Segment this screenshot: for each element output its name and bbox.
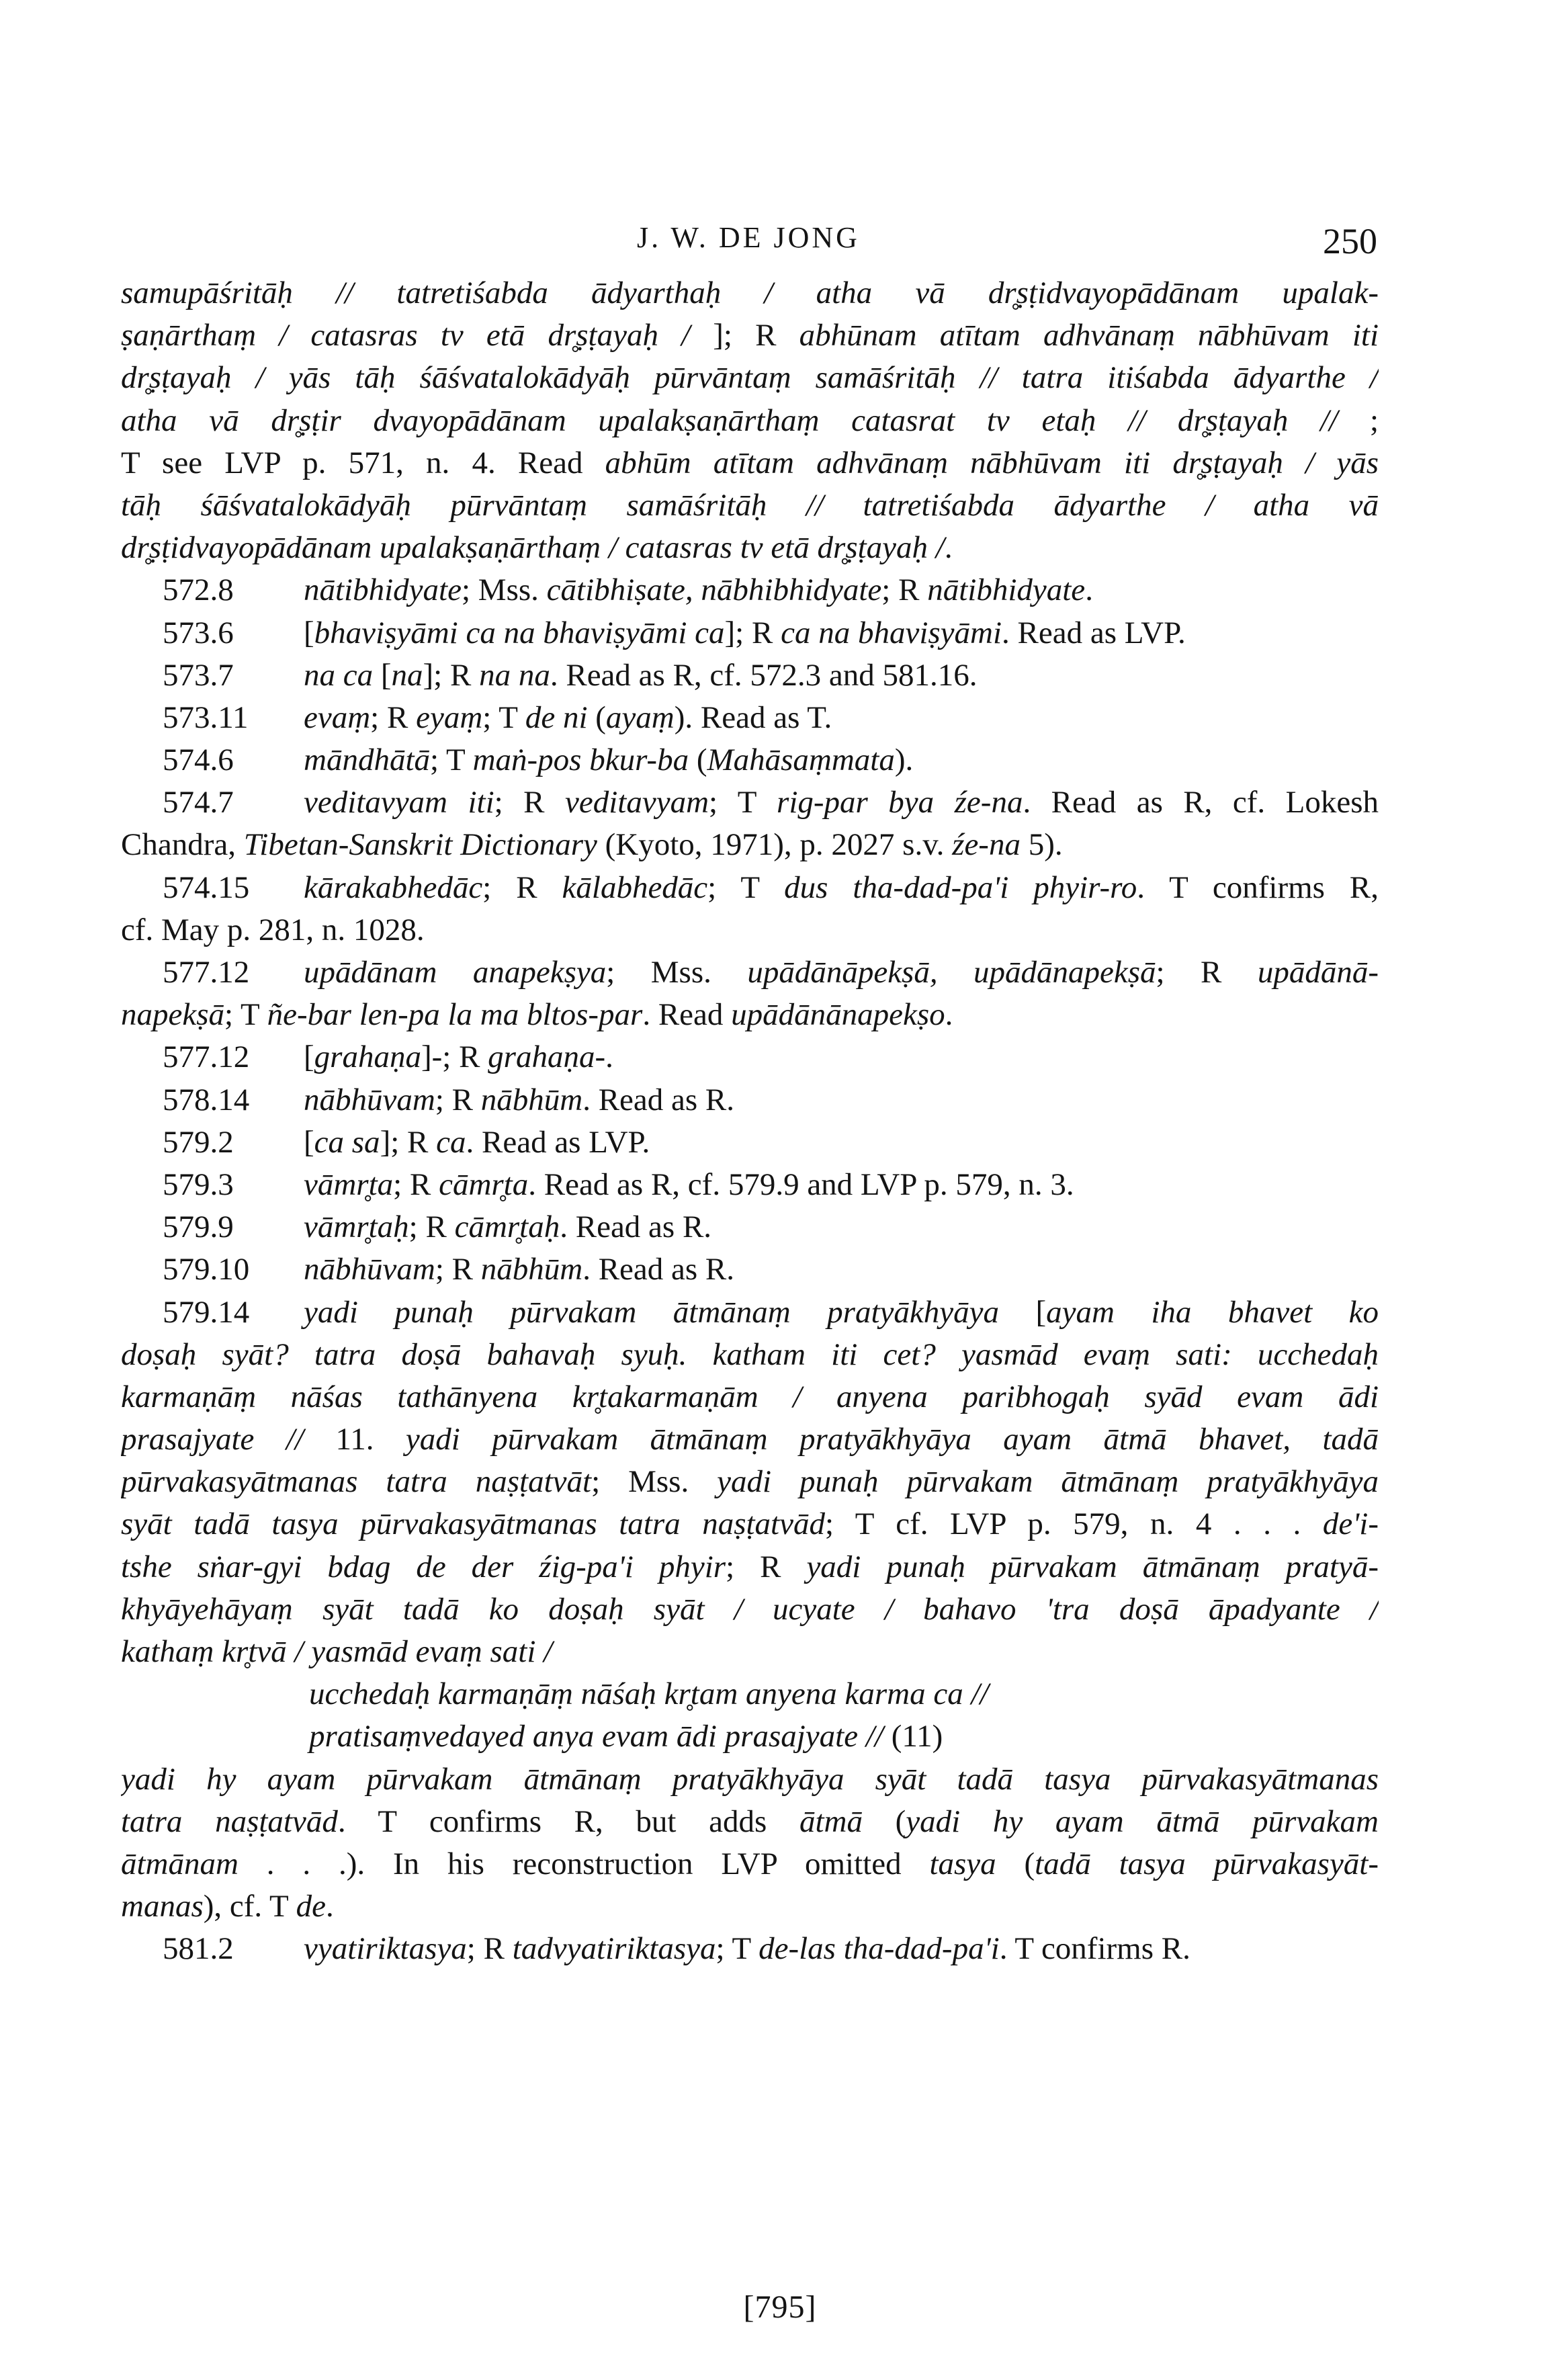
note-text-roman: . <box>1085 572 1093 608</box>
note-text-italic: źe-na <box>952 827 1021 863</box>
note-text-italic: ātmānam <box>121 1846 239 1881</box>
note-text-roman: . Read as R, cf. 579.9 and LVP p. 579, n. 3. <box>528 1166 1074 1202</box>
note-text-roman: 5). <box>1020 827 1063 863</box>
note-text-italic: tasya <box>929 1846 996 1881</box>
note-text-roman: ( <box>862 1803 906 1839</box>
note-text-roman: ; Mss. <box>461 572 547 608</box>
note-text-roman: . Read as R, cf. 572.3 and 581.16. <box>550 657 978 693</box>
note-text-italic: pratisaṃvedayed anya evam ādi prasajyate // <box>309 1719 892 1754</box>
note-text-roman: ; R <box>435 1252 481 1287</box>
note-text-italic: upādānānapekṣo <box>731 997 945 1033</box>
note-text-roman: ; T <box>482 699 525 735</box>
note-reference: 579.2 <box>163 1124 234 1160</box>
note-entry <box>121 1121 1379 1164</box>
note-text-roman: [ <box>304 1039 314 1075</box>
note-entry-continuation <box>121 1885 1379 1928</box>
note-text-roman: ). <box>894 742 914 778</box>
note-text-roman: . Read as LVP. <box>1002 615 1186 650</box>
note-entry <box>121 1291 1379 1334</box>
note-text-roman: ; R <box>466 1931 513 1967</box>
note-text-italic: evaṃ <box>304 699 371 735</box>
note-text-italic: cāmr̥ta <box>439 1166 529 1202</box>
note-text-italic: pūrvakasyātmanas tatra naṣṭatvāt <box>121 1464 592 1500</box>
note-text-italic: ca <box>436 1124 466 1160</box>
continued-note-line <box>121 272 1379 314</box>
note-text-italic: vāmr̥ta <box>304 1166 394 1202</box>
note-text-italic: ayam iha bhavet ko <box>1046 1294 1379 1330</box>
note-entry <box>121 1164 1379 1206</box>
note-entry-continuation <box>121 1546 1379 1588</box>
note-text-roman: ; R <box>370 699 417 735</box>
note-text-italic: Mahāsaṃmata <box>707 742 895 778</box>
note-text-italic: dus tha-dad-pa'i phyir-ro <box>784 869 1137 905</box>
note-text-roman: ; R <box>881 572 928 608</box>
note-text-italic: yadi punaḥ pūrvakam ātmānaṃ pratyākhyāya <box>304 1294 1036 1330</box>
note-reference: 577.12 <box>163 1039 250 1075</box>
note-text-italic: cātibhiṣate, nābhibhidyate <box>546 572 882 608</box>
note-text-italic: yadi punaḥ pūrvakam ātmānaṃ pratyākhyāya <box>717 1464 1379 1500</box>
note-text-italic: kārakabhedāc <box>304 869 483 905</box>
note-text-roman: ; T cf. LVP p. 579, n. 4 . . . <box>824 1506 1323 1542</box>
note-text-italic: na na <box>479 657 550 693</box>
note-entry-continuation <box>121 1461 1379 1503</box>
note-text-roman: ]; R <box>380 1124 437 1160</box>
note-entry <box>121 1079 1379 1121</box>
note-text-italic: napekṣā <box>121 997 225 1033</box>
verse-line <box>121 1715 1379 1758</box>
note-text-roman: [ <box>1035 1294 1047 1330</box>
note-text-roman: ; R <box>408 1209 455 1245</box>
note-reference: 579.10 <box>163 1252 250 1287</box>
note-text-italic: tshe sṅar-gyi bdag de der źig-pa'i phyir <box>121 1549 726 1584</box>
note-reference: 573.6 <box>163 615 234 650</box>
note-text-roman: . Read as R. <box>560 1209 712 1245</box>
note-text-roman: . <box>944 530 953 566</box>
note-text-roman: (11) <box>891 1719 943 1754</box>
note-entry-continuation <box>121 1758 1379 1801</box>
verse-line <box>121 1673 1379 1715</box>
continued-note-line <box>121 527 1379 569</box>
note-text-italic: abhūnam atītam adhvānaṃ nābhūvam iti <box>799 318 1379 353</box>
note-entry-continuation <box>121 909 1379 951</box>
note-text-italic: abhūm atītam adhvānaṃ nābhūvam iti dr̥ṣṭayaḥ / yās <box>605 445 1379 480</box>
note-entry <box>121 1928 1379 1970</box>
continued-note-line <box>121 484 1379 527</box>
continued-note-line <box>121 400 1379 442</box>
note-text-roman: . Read as R. <box>582 1252 735 1287</box>
note-text-italic: doṣaḥ syāt? tatra doṣā bahavaḥ syuḥ. katham iti cet? yasmād evaṃ sati: ucchedaḥ <box>121 1336 1379 1372</box>
note-text-italic: veditavyam <box>565 785 709 820</box>
note-text-italic: ayaṃ <box>605 699 675 735</box>
note-text-roman: (Kyoto, 1971), p. 2027 s.v. <box>597 827 953 863</box>
note-reference: 574.7 <box>163 785 234 820</box>
note-reference: 573.7 <box>163 657 234 693</box>
note-text-roman: . Read <box>642 997 732 1033</box>
note-text-italic: nātibhidyate <box>304 572 462 608</box>
note-text-roman: ), cf. T <box>203 1889 296 1924</box>
note-text-roman: ]; R <box>423 657 480 693</box>
note-text-roman: ; T <box>430 742 473 778</box>
note-text-roman: . <box>326 1889 334 1924</box>
note-text-roman: ; R <box>482 869 562 905</box>
note-text-italic: nābhūm <box>480 1082 583 1117</box>
note-text-italic: ca na bhaviṣyāmi <box>781 615 1002 650</box>
note-text-italic: atha vā dr̥ṣṭir dvayopādānam upalakṣaṇārthaṃ catasrat tv etaḥ // dr̥ṣṭayaḥ // <box>121 402 1370 438</box>
note-reference: 579.9 <box>163 1209 234 1245</box>
note-text-roman: . <box>945 997 953 1033</box>
note-text-italic: Tibetan-Sanskrit Dictionary <box>243 827 597 863</box>
note-entry-continuation <box>121 1334 1379 1376</box>
note-text-roman: ; Mss. <box>591 1464 718 1500</box>
note-entry-continuation <box>121 1503 1379 1545</box>
note-text-italic: kālabhedāc <box>562 869 708 905</box>
note-text-italic: karmaṇāṃ nāśas tathānyena kr̥takarmaṇām / anyena paribhogaḥ syād evam ādi <box>121 1379 1379 1414</box>
note-text-roman: [ <box>304 1124 314 1160</box>
note-text-roman: ; T <box>716 1931 759 1967</box>
note-entry-continuation <box>121 1418 1379 1461</box>
note-entry-continuation <box>121 1631 1379 1673</box>
note-entry <box>121 569 1379 611</box>
note-text-italic: ātmā <box>799 1803 863 1839</box>
note-text-italic: yadi pūrvakam ātmānaṃ pratyākhyāya ayam ātmā bhavet, tadā <box>374 1422 1379 1457</box>
note-text-italic: grahaṇa- <box>488 1039 606 1075</box>
note-text-roman: ; T <box>709 785 777 820</box>
note-text-italic: upādānam anapekṣya <box>304 955 607 990</box>
note-text-roman: ]; R <box>713 318 799 353</box>
running-header <box>120 220 1377 261</box>
note-text-italic: de'i- <box>1322 1506 1379 1542</box>
note-text-roman: . <box>605 1039 613 1075</box>
note-text-roman: ; R <box>726 1549 807 1584</box>
note-text-italic: nābhūm <box>480 1252 583 1287</box>
note-text-roman: . . .). In his reconstruction LVP omitted <box>238 1846 930 1881</box>
note-entry-continuation <box>121 1801 1379 1843</box>
note-text-italic: yadi hy ayam pūrvakam ātmānaṃ pratyākhyāya syāt tadā tasya pūrvakasyātmanas <box>121 1761 1379 1797</box>
continued-note-line <box>121 357 1379 399</box>
note-text-italic: manas <box>121 1889 204 1924</box>
note-text-italic: prasajyate // <box>121 1422 336 1457</box>
note-text-italic: khyāyehāyaṃ syāt tadā ko doṣaḥ syāt / ucyate / bahavo 'tra doṣā āpadyante / <box>121 1591 1379 1627</box>
note-entry <box>121 1206 1379 1248</box>
note-entry <box>121 654 1379 697</box>
note-entry-continuation <box>121 994 1379 1036</box>
note-text-italic: vyatiriktasya <box>304 1931 467 1967</box>
note-text-italic: tadā tasya pūrvakasyāt- <box>1035 1846 1379 1881</box>
note-text-italic: de-las tha-dad-pa'i <box>759 1931 1000 1967</box>
page-number: 250 <box>1323 221 1377 261</box>
note-text-italic: na <box>391 657 423 693</box>
note-text-italic: kathaṃ kr̥tvā / yasmād evaṃ sati / <box>121 1634 553 1669</box>
note-text-italic: maṅ-pos bkur-ba <box>472 742 689 778</box>
note-text-roman: ; T <box>707 869 785 905</box>
footer-page-mark: [795] <box>743 2289 817 2325</box>
note-text-roman: ; <box>1369 402 1379 438</box>
note-text-italic: eyaṃ <box>416 699 483 735</box>
note-entry <box>121 1036 1379 1078</box>
note-text-italic: ñe-bar len-pa la ma bltos-par <box>267 997 643 1033</box>
note-text-italic: bhaviṣyāmi ca na bhaviṣyāmi ca <box>314 615 725 650</box>
note-text-italic: vāmr̥taḥ <box>304 1209 409 1245</box>
note-text-roman: ; Mss. <box>606 955 748 990</box>
note-entry-continuation <box>121 1843 1379 1885</box>
note-reference: 573.11 <box>163 699 249 735</box>
note-entry <box>121 781 1379 824</box>
note-text-italic: samupāśritāḥ // tatretiśabda ādyarthaḥ / atha vā dr̥ṣṭidvayopādānam upalak- <box>121 275 1379 310</box>
note-text-roman: ( <box>996 1846 1035 1881</box>
note-entry <box>121 612 1379 654</box>
running-head-author: J. W. DE JONG <box>637 221 860 254</box>
note-text-roman: . Read as LVP. <box>466 1124 650 1160</box>
note-text-roman: . Read as R, cf. Lokesh <box>1023 785 1379 820</box>
note-text-roman: ; R <box>494 785 566 820</box>
note-entry <box>121 867 1379 909</box>
note-text-roman: [ <box>380 657 392 693</box>
note-reference: 581.2 <box>163 1931 234 1967</box>
note-text-italic: de ni <box>525 699 588 735</box>
note-text-italic: upādānā- <box>1257 955 1379 990</box>
note-text-roman: ; R <box>393 1166 439 1202</box>
note-text-roman: cf. May p. 281, n. 1028. <box>121 912 425 947</box>
note-text-roman: . T confirms R. <box>999 1931 1190 1967</box>
note-entry-continuation <box>121 1588 1379 1631</box>
note-text-roman: ; T <box>224 997 267 1033</box>
note-text-italic: cāmr̥taḥ <box>454 1209 560 1245</box>
note-text-roman: 11. <box>335 1422 374 1457</box>
note-entry <box>121 951 1379 994</box>
continued-note-line <box>121 314 1379 357</box>
note-reference: 574.6 <box>163 742 234 778</box>
note-reference: 578.14 <box>163 1082 250 1117</box>
note-text-italic: dr̥ṣṭayaḥ / yās tāḥ śāśvatalokādyāḥ pūrvāntaṃ samāśritāḥ // tatra itiśabda ādyarthe / <box>121 360 1379 396</box>
note-reference: 577.12 <box>163 955 250 990</box>
note-text-roman: T see LVP p. 571, n. 4. Read <box>121 445 605 480</box>
note-text-roman: ]; R <box>724 615 781 650</box>
note-text-italic: dr̥ṣṭidvayopādānam upalakṣaṇārthaṃ / catasras tv etā dr̥ṣṭayaḥ / <box>121 530 945 566</box>
note-reference: 579.14 <box>163 1294 250 1330</box>
note-text-italic: yadi punaḥ pūrvakam ātmānaṃ pratyā- <box>806 1549 1379 1584</box>
note-text-italic: tatra naṣṭatvād <box>121 1803 338 1839</box>
notes-body <box>121 272 1379 1971</box>
note-text-italic: na ca <box>304 657 381 693</box>
note-text-italic: tāḥ śāśvatalokādyāḥ pūrvāntaṃ samāśritāḥ // tatretiśabda ādyarthe / atha vā <box>121 487 1379 523</box>
note-text-roman: ( <box>689 742 707 778</box>
note-text-roman: ]-; R <box>421 1039 488 1075</box>
note-reference: 579.3 <box>163 1166 234 1202</box>
note-text-roman: Chandra, <box>121 827 244 863</box>
note-text-italic: grahaṇa <box>314 1039 421 1075</box>
note-text-roman: ). Read as T. <box>674 699 832 735</box>
note-text-italic: nātibhidyate <box>927 572 1086 608</box>
note-text-roman: . Read as R. <box>582 1082 735 1117</box>
note-text-italic: yadi hy ayam ātmā pūrvakam <box>906 1803 1379 1839</box>
note-entry <box>121 739 1379 781</box>
note-text-roman: . T confirms R, <box>1137 869 1379 905</box>
note-text-italic: veditavyam iti <box>304 785 494 820</box>
continued-note-line <box>121 442 1379 484</box>
note-text-italic: upādānāpekṣā, upādānapekṣā <box>747 955 1156 990</box>
note-text-roman: . T confirms R, but adds <box>337 1803 799 1839</box>
note-text-italic: rig-par bya źe-na <box>777 785 1023 820</box>
note-text-italic: ṣaṇārthaṃ / catasras tv etā dr̥ṣṭayaḥ / <box>121 318 713 353</box>
note-entry-continuation <box>121 1376 1379 1418</box>
note-entry-continuation <box>121 824 1379 866</box>
note-text-roman: ( <box>587 699 606 735</box>
note-reference: 574.15 <box>163 869 250 905</box>
note-text-roman: [ <box>304 615 314 650</box>
note-text-roman: ; R <box>435 1082 481 1117</box>
note-text-italic: ucchedaḥ karmaṇāṃ nāśaḥ kr̥tam anyena karma ca // <box>309 1676 989 1712</box>
note-text-italic: nābhūvam <box>304 1082 435 1117</box>
note-text-italic: syāt tadā tasya pūrvakasyātmanas tatra naṣṭatvād <box>121 1506 825 1542</box>
note-reference: 572.8 <box>163 572 234 608</box>
note-text-roman: ; R <box>1156 955 1258 990</box>
note-entry <box>121 1248 1379 1291</box>
note-text-italic: māndhātā <box>304 742 430 778</box>
note-text-italic: ca sa <box>314 1124 380 1160</box>
note-text-italic: de <box>296 1889 327 1924</box>
note-text-italic: nābhūvam <box>304 1252 435 1287</box>
note-entry <box>121 697 1379 739</box>
note-text-italic: tadvyatiriktasya <box>512 1931 716 1967</box>
